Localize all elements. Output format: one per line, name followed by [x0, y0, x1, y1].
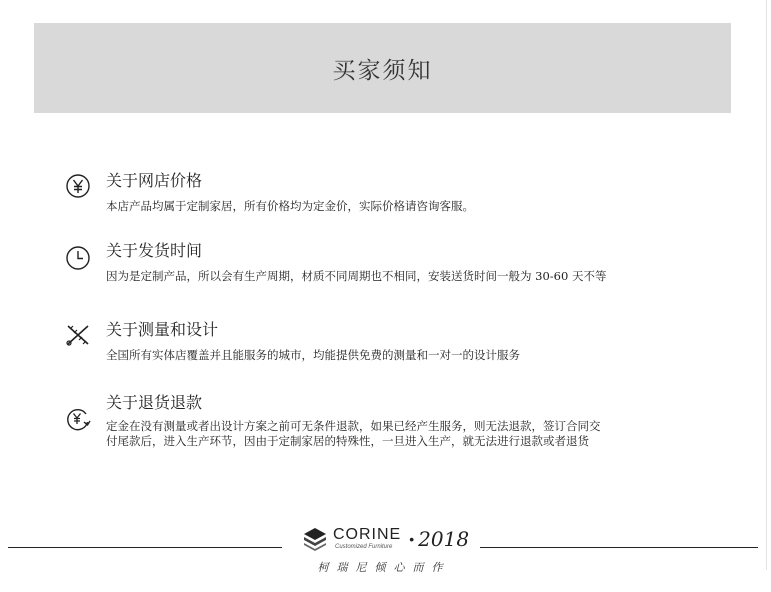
footer-divider-left	[8, 547, 282, 548]
yen-circle-icon	[64, 172, 92, 200]
section-heading: 关于网店价格	[106, 171, 203, 190]
clock-icon	[64, 244, 92, 272]
text-line: 本店产品均属于定制家居，所有价格均为定金价，实际价格请咨询客服。	[106, 199, 474, 213]
section-text	[106, 269, 686, 284]
header-banner	[34, 23, 731, 113]
edge-divider	[766, 0, 767, 570]
text-line: 因为是定制产品，所以会有生产周期，材质不同周期也不相同，安装送货时间一般为 30-60 天不等	[106, 269, 607, 283]
brand-name: CORINE	[333, 526, 402, 543]
section-heading: 关于发货时间	[106, 241, 203, 260]
section-text	[106, 419, 686, 449]
footer-divider-right	[480, 547, 758, 548]
section-heading: 关于测量和设计	[106, 320, 219, 339]
text-line: 全国所有实体店覆盖并且能服务的城市，均能提供免费的测量和一对一的设计服务	[106, 348, 520, 362]
section-text	[106, 199, 686, 214]
text-line: 付尾款后，进入生产环节，因由于定制家居的特殊性，一旦进入生产，就无法进行退款或者退货	[106, 434, 589, 448]
section-text	[106, 348, 686, 363]
brand-subtitle: Customized Furniture	[335, 544, 393, 550]
brand-block	[333, 527, 401, 551]
tagline: 柯瑞尼倾心而作	[317, 561, 451, 574]
separator-dot: •	[409, 531, 415, 547]
text-line: 定金在没有测量或者出设计方案之前可无条件退款，如果已经产生服务，则无法退款，签订合同交	[106, 419, 601, 433]
refund-icon	[64, 405, 92, 433]
page-title: 买家须知	[332, 57, 433, 84]
footer-logo	[302, 525, 469, 553]
measure-tools-icon	[64, 321, 92, 349]
corine-logo-icon	[302, 526, 328, 552]
year: 2018	[418, 527, 470, 551]
section-heading: 关于退货退款	[106, 393, 203, 412]
